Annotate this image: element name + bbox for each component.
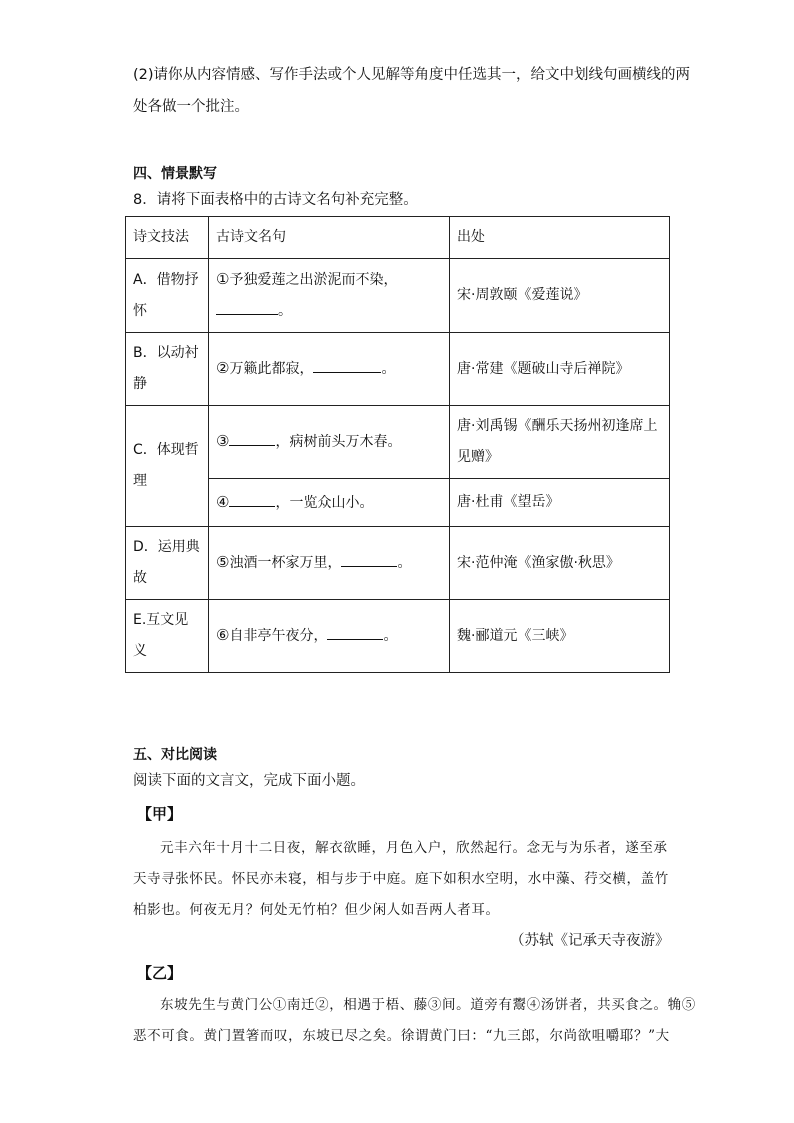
source-cell: 唐·杜甫《望岳》 (450, 479, 670, 527)
verse-text: 万籁此都寂， (229, 361, 314, 377)
technique-cell: D．运用典故 (126, 527, 209, 600)
jia-line: 元丰六年十月十二日夜，解衣欲睡，月色入户，欣然起行。念无与为乐者，遂至承 (160, 840, 668, 856)
section5-intro: 阅读下面的文言文，完成下面小题。 (133, 773, 365, 789)
item-number: ⑤ (216, 553, 230, 571)
table-header-row (126, 217, 670, 259)
question-part2-line2: 处各做一个批注。 (133, 99, 249, 115)
technique-cell: A．借物抒怀 (126, 259, 209, 333)
question-part2-line1: (2)请你从内容情感、写作手法或个人见解等角度中任选其一，给文中划线句画横线的两 (133, 67, 691, 83)
technique-cell: C．体现哲理 (126, 406, 209, 527)
yi-label: 【乙】 (137, 964, 183, 982)
jia-source: （苏轼《记承天寺夜游》 (510, 933, 670, 949)
verse-text: 。 (381, 361, 396, 377)
source-cell: 宋·范仲淹《渔家傲·秋思》 (450, 527, 670, 600)
verse-cell (209, 333, 450, 406)
verse-text: 自非亭午夜分， (229, 628, 328, 644)
section4-heading: 四、情景默写 (133, 166, 217, 182)
question-8: 8．请将下面表格中的古诗文名句补充完整。 (133, 192, 418, 208)
verse-text: 浊酒一杯家万里， (229, 555, 342, 571)
verse-text: 。 (278, 303, 292, 319)
technique-cell: B．以动衬静 (126, 333, 209, 406)
verse-text: 予独爱莲之出淤泥而不染， (229, 272, 398, 288)
answer-blank[interactable] (229, 431, 275, 446)
header-verse: 古诗文名句 (209, 217, 450, 259)
answer-blank[interactable] (229, 492, 275, 507)
source-cell: 魏·郦道元《三峡》 (450, 600, 670, 673)
technique-cell: E.互文见义 (126, 600, 209, 673)
jia-line: 天寺寻张怀民。怀民亦未寝，相与步于中庭。庭下如积水空明，水中藻、荇交横，盖竹 (133, 871, 669, 887)
source-cell: 宋·周敦颐《爱莲说》 (450, 259, 670, 333)
header-source: 出处 (450, 217, 670, 259)
item-number: ④ (216, 492, 230, 511)
verse-text: 。 (397, 555, 412, 571)
table-row (126, 259, 670, 333)
jia-line: 柏影也。何夜无月？何处无竹柏？但少闲人如吾两人者耳。 (133, 902, 500, 918)
verse-text: 。 (383, 628, 398, 644)
poem-table (125, 216, 670, 673)
table-row (126, 406, 670, 479)
answer-blank[interactable] (327, 625, 383, 640)
table-row (126, 527, 670, 600)
answer-blank[interactable] (216, 300, 278, 315)
verse-text: ，一览众山小。 (275, 494, 374, 511)
verse-cell (209, 259, 450, 333)
verse-cell (209, 527, 450, 600)
table-row (126, 600, 670, 673)
source-cell: 唐·刘禹锡《酬乐天扬州初逢席上见赠》 (450, 406, 670, 479)
answer-blank[interactable] (313, 358, 381, 373)
yi-line: 恶不可食。黄门置箸而叹，东坡已尽之矣。徐谓黄门曰：“九三郎，尔尚欲咀嚼耶？”大 (133, 1028, 670, 1044)
answer-blank[interactable] (341, 552, 397, 567)
jia-label: 【甲】 (137, 805, 183, 823)
item-number: ② (216, 359, 230, 377)
item-number: ③ (216, 432, 230, 450)
yi-line: 东坡先生与黄门公①南迁②，相遇于梧、藤③间。道旁有鬻④汤饼者，共买食之。觕⑤ (160, 997, 696, 1013)
verse-cell (209, 600, 450, 673)
verse-cell (209, 479, 450, 527)
source-cell: 唐·常建《题破山寺后禅院》 (450, 333, 670, 406)
header-technique: 诗文技法 (126, 217, 209, 259)
item-number: ① (216, 270, 230, 288)
verse-text: ，病树前头万木春。 (275, 434, 402, 450)
item-number: ⑥ (216, 626, 230, 644)
section5-heading: 五、对比阅读 (133, 747, 217, 763)
table-row (126, 333, 670, 406)
verse-cell (209, 406, 450, 479)
